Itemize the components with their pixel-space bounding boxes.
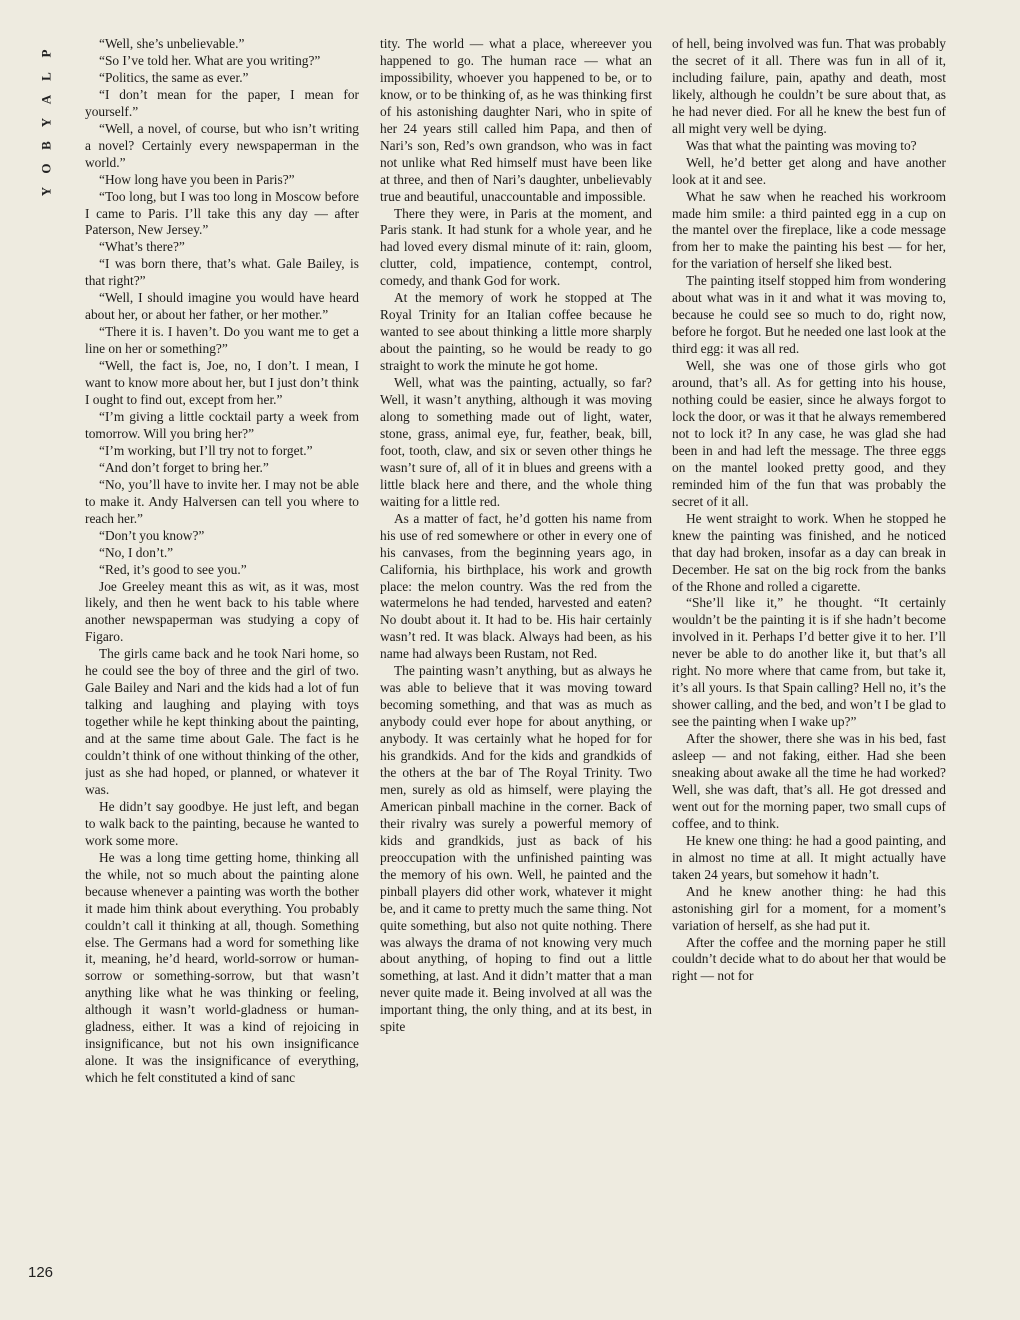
paragraph: “I’m working, but I’ll try not to forget.” xyxy=(99,442,313,458)
paragraph: After the shower, there she was in his bed, fast asleep — and not faking, either. Had she been sneaking about awake all the time he had worked? Well, she was daft, that’s all. He got dressed and went out for the morning paper, two small cups of coffee, and to think. xyxy=(672,731,946,831)
paragraph: As a matter of fact, he’d gotten his name from his use of red somewhere or other in every one of his canvases, from the beginning years ago, in California, his birthplace, his work and growth place: the melon country. Was the red from the watermelons he had tended, harvested and eaten? No doubt about it. It had to be. His hair certainly wasn’t red. It was black. Always had been, as his name had always been Rustam, not Red. xyxy=(380,510,652,662)
paragraph: He went straight to work. When he stopped he knew the painting was finished, and he noticed that day had broken, insofar as a day can break in December. He sat on the big rock from the banks of the Rhone and rolled a cigarette. xyxy=(672,510,946,594)
paragraph: “Red, it’s good to see you.” xyxy=(99,561,247,577)
masthead-letter: L xyxy=(38,72,54,81)
paragraph: “Well, the fact is, Joe, no, I don’t. I mean, I want to know more about her, but I just don’t think I ought to find out, except from her.” xyxy=(85,358,359,408)
paragraph: “And don’t forget to bring her.” xyxy=(99,459,269,475)
paragraph: “I was born there, that’s what. Gale Bailey, is that right?” xyxy=(85,256,359,289)
paragraph: There they were, in Paris at the moment, and Paris stank. It had stunk for a whole year, and he had loved every dismal minute of it: rain, gloom, clutter, cold, impatience, contempt, control, comedy, and thank God for work. xyxy=(380,205,652,289)
masthead-letter: Y xyxy=(38,117,54,128)
paragraph: Well, what was the painting, actually, so far? Well, it wasn’t anything, although it was moving along to something made out of light, water, stone, grass, animal eye, fur, feather, beak, bill, foot, tooth, claw, and six or seven other things he wasn’t sure of, all of it in blues and greens with a little black here and there, and the whole thing waiting for a little red. xyxy=(380,375,652,509)
paragraph: “How long have you been in Paris?” xyxy=(99,171,295,187)
paragraph: “She’ll like it,” he thought. “It certainly wouldn’t be the painting it is if she hadn’t become involved in it. Perhaps I’d better give it to her. I’ll never be able to do another like it, but that’s all right. No more where that came from, but take it, it’s all yours. Is that Spain calling? Hell no, it’s the shower calling, and the bed, and won’t I be glad to see the painting when I wake up?” xyxy=(672,595,946,730)
paragraph: The painting wasn’t anything, but as always he was able to believe that it was moving toward becoming something, and that was as much as anybody could ever hope for about anything, or anybody. It was certainly what he hoped for for his grandkids. And for the kids and grandkids of the others at the bar of The Royal Trinity. Two men, surely as old as himself, were playing the American pinball machine in the corner. Back of their rivalry was surely a powerful memory of kids and grandkids, just as back of his preoccupation with the unfinished painting was the memory of his own. Well, he painted and the pinball players did other work, whatever it might be, and it came to pretty much the same thing. Not quite something, but also not quite nothing. There was always the drama of not knowing very much about anything, of hoping to find out a little something, at last. And it didn’t matter that a man never quite made it. Being involved at all was the important thing, the only thing, and at its best, in spite xyxy=(380,663,652,1035)
text-column-1 xyxy=(85,36,359,1304)
paragraph: “There it is. I haven’t. Do you want me to get a line on her or something?” xyxy=(85,324,359,357)
paragraph: “I don’t mean for the paper, I mean for yourself.” xyxy=(85,86,359,119)
text-column-3 xyxy=(672,36,946,1304)
masthead-letter: O xyxy=(38,163,54,174)
paragraph: “No, you’ll have to invite her. I may not be able to make it. Andy Halversen can tell you where to reach her.” xyxy=(85,476,359,526)
paragraph: tity. The world — what a place, whereever you happened to go. The human race — what an impossibility, whoever you happened to be, or to know, or to be thinking of, as he was thinking first of his astonishing daughter Nari, who in spite of her 24 years still called him Papa, and then of Nari’s son, Red’s own grandson, who was in fact not unlike what Red himself must have been like at three, and then of Nari’s daughter, unbelievably true and beautiful, unaccountable and impossible. xyxy=(380,36,652,204)
masthead-letter: P xyxy=(38,49,54,58)
masthead-letter: B xyxy=(38,141,54,150)
paragraph: What he saw when he reached his workroom made him smile: a third painted egg in a cup on the mantel over the fireplace, like a code message from her to make the painting his best — for her, for the variation of herself she liked best. xyxy=(672,188,946,272)
masthead-letter: Y xyxy=(38,186,54,197)
paragraph: At the memory of work he stopped at The Royal Trinity for an Italian coffee because he wanted to see about thinking a little more sharply about the painting, so he would be ready to go straight to work the minute he got home. xyxy=(380,290,652,374)
paragraph: “Too long, but I was too long in Moscow before I came to Paris. I’ll take this any day — after Paterson, New Jersey.” xyxy=(85,188,359,238)
paragraph: “Well, she’s unbelievable.” xyxy=(99,36,245,51)
paragraph: “No, I don’t.” xyxy=(99,544,174,560)
paragraph: He didn’t say goodbye. He just left, and began to walk back to the painting, because he wanted to work some more. xyxy=(85,798,359,848)
paragraph: And he knew another thing: he had this astonishing girl for a moment, for a moment’s variation of herself, as she had put it. xyxy=(672,883,946,933)
masthead-letter: A xyxy=(38,94,54,105)
paragraph: He knew one thing: he had a good painting, and in almost no time at all. It might actually have taken 24 years, but somehow it hadn’t. xyxy=(672,832,946,882)
paragraph: “What’s there?” xyxy=(99,239,185,255)
paragraph: “Don’t you know?” xyxy=(99,527,205,543)
paragraph: The girls came back and he took Nari home, so he could see the boy of three and the girl of two. Gale Bailey and Nari and the kids had a lot of fun talking and laughing and playing with toys together while he kept thinking about the painting, and at the same time about Gale. The fact is he couldn’t think of one without thinking of the other, just as she had hoped, or planned, or whatever it was. xyxy=(85,646,359,797)
paragraph: After the coffee and the morning paper he still couldn’t decide what to do about her that would be right — not for xyxy=(672,934,946,984)
paragraph: He was a long time getting home, thinking all the while, not so much about the painting alone because whenever a painting was worth the bother it made him think about everything. You probably couldn’t call it thinking at all, though. Something else. The Germans had a word for something like it, meaning, he’d heard, world-sorrow or human-sorrow or something-sorrow, but that wasn’t anything like what he was thinking or feeling, although it wasn’t world-gladness or human-gladness, either. It was a kind of rejoicing in insignificance, but not his own insignificance alone. It was the insignificance of everything, which he felt constituted a kind of sanc xyxy=(85,849,359,1086)
paragraph: The painting itself stopped him from wondering about what was in it and what it was moving to, because he could see so much to do, right now, before he forgot. But he needed one last look at the third egg: it was all red. xyxy=(672,273,946,357)
paragraph: “So I’ve told her. What are you writing?” xyxy=(99,52,321,68)
text-column-2 xyxy=(380,36,652,1304)
paragraph: Well, she was one of those girls who got around, that’s all. As for getting into his house, nothing could be easier, since he always forgot to lock the door, or was it that he always remembered not to lock it? In any case, he was glad she had been in and had left the message. The three eggs on the mantel looked pretty good, and they reminded him of the fun that was probably the secret of it all. xyxy=(672,358,946,509)
paragraph: “I’m giving a little cocktail party a week from tomorrow. Will you bring her?” xyxy=(85,408,359,441)
paragraph: “Politics, the same as ever.” xyxy=(99,69,249,85)
page-number: 126 xyxy=(28,1264,54,1281)
paragraph: Well, he’d better get along and have another look at it and see. xyxy=(672,154,946,187)
paragraph: “Well, I should imagine you would have heard about her, or about her father, or her mother.” xyxy=(85,290,359,323)
magazine-masthead xyxy=(26,42,66,203)
paragraph: “Well, a novel, of course, but who isn’t writing a novel? Certainly every newspaperman in the world.” xyxy=(85,120,359,170)
paragraph: Joe Greeley meant this as wit, as it was, most likely, and then he went back to his table where another newspaperman was studying a copy of Figaro. xyxy=(85,578,359,645)
paragraph: Was that what the painting was moving to? xyxy=(686,137,917,153)
paragraph: of hell, being involved was fun. That was probably the secret of it all. There was fun in all of it, including failure, pain, apathy and death, most likely, although he couldn’t be sure about that, as he had never died. For all he knew the best fun of all might very well be dying. xyxy=(672,36,946,136)
